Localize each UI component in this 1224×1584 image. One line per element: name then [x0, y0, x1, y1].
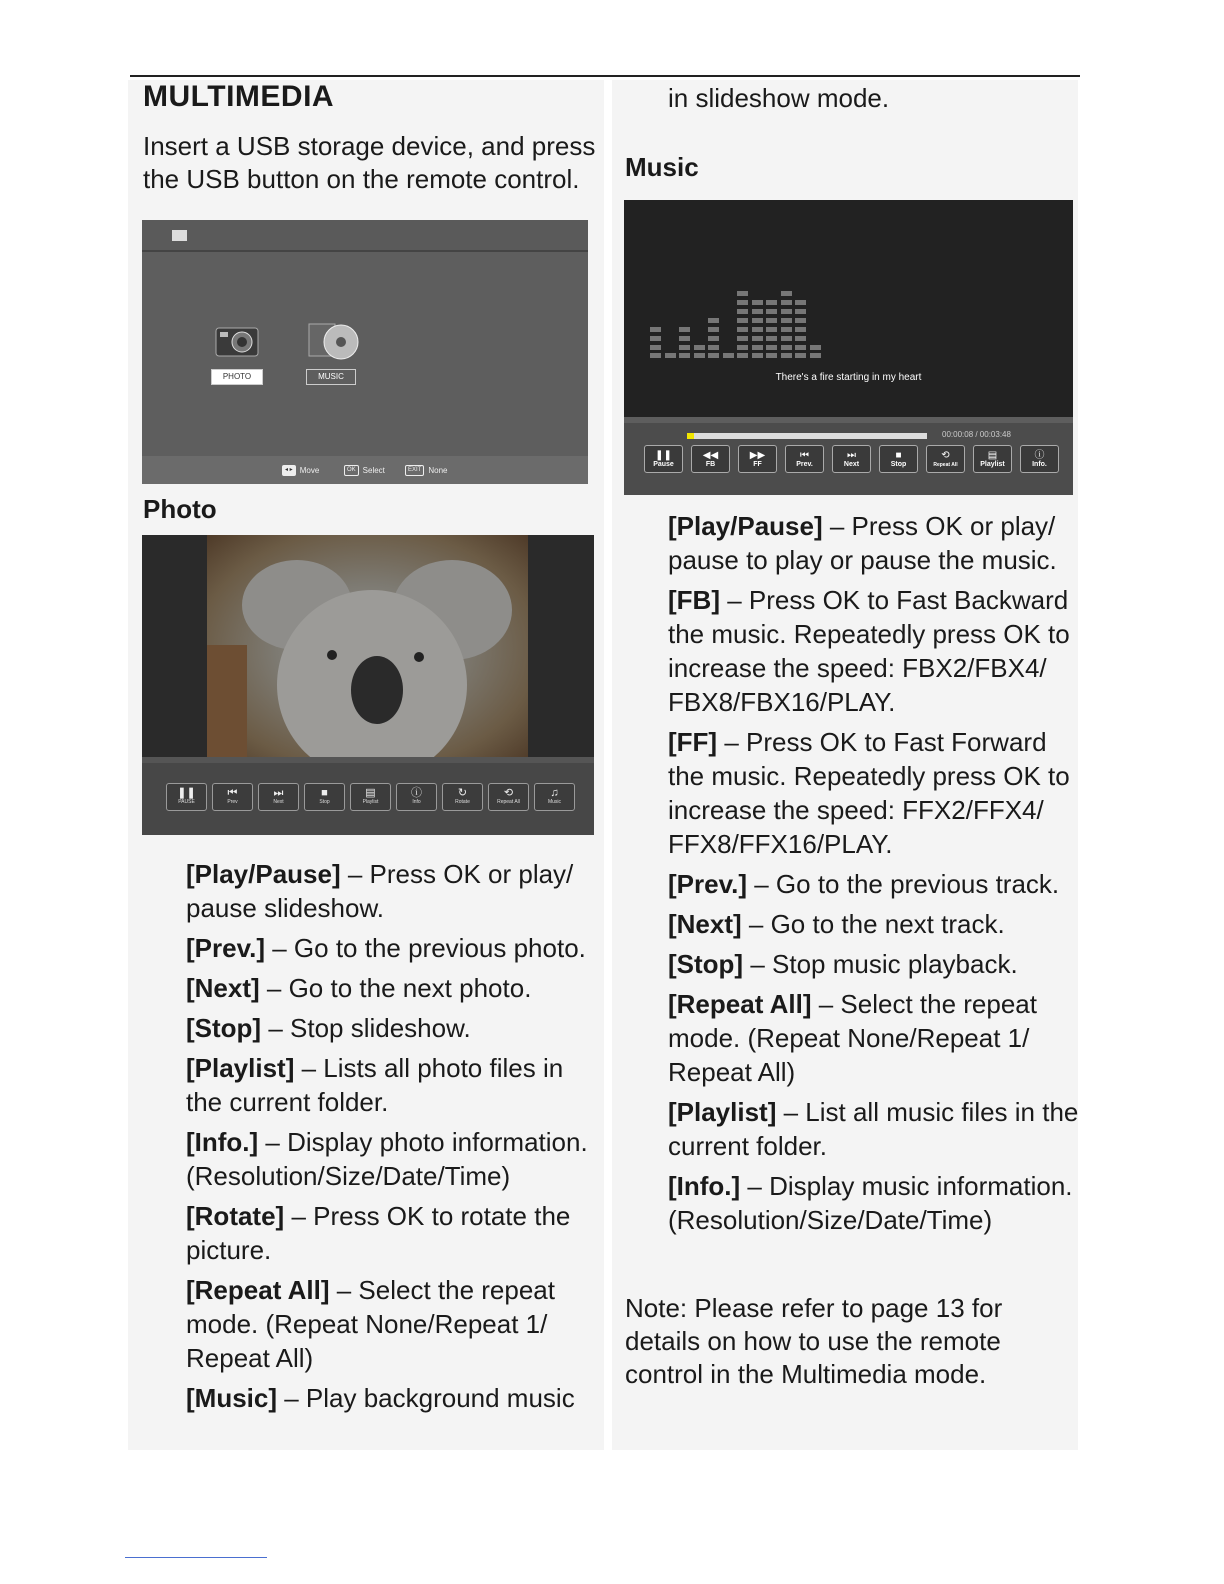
eq-segment	[737, 327, 748, 332]
description-term: [Play/Pause]	[668, 511, 823, 541]
description-term: [Info.]	[186, 1127, 259, 1157]
eq-segment	[810, 345, 821, 350]
eq-segment	[737, 309, 748, 314]
description-term: [Rotate]	[186, 1201, 285, 1231]
eq-segment	[650, 353, 661, 358]
description-text: – Go to the previous photo.	[265, 933, 586, 963]
camera-icon[interactable]	[212, 322, 262, 366]
photo-description-item	[186, 1199, 602, 1267]
footer-link-line	[125, 1557, 267, 1558]
progress-bar[interactable]	[687, 433, 927, 439]
eq-segment	[752, 336, 763, 341]
top-rule	[130, 75, 1080, 77]
photo-description-item	[186, 1273, 602, 1375]
eq-segment	[752, 345, 763, 350]
ok-key: OK	[344, 465, 359, 476]
photo-description-item	[186, 1381, 602, 1415]
music-description-item	[668, 907, 1080, 941]
eq-segment	[708, 353, 719, 358]
stop-icon: ■	[895, 449, 902, 461]
description-text: – Play background music	[277, 1383, 575, 1413]
eq-segment	[650, 345, 661, 350]
photo-stop-button[interactable]	[304, 783, 345, 811]
photo-description-item	[186, 857, 602, 925]
music-button-row	[644, 445, 1059, 473]
description-text: – Select the repeat mode. (Repeat None/Repeat 1/ Repeat All)	[668, 989, 1037, 1087]
hint-move-label: Move	[299, 466, 320, 475]
eq-segment	[752, 300, 763, 305]
photo-menu-label[interactable]: PHOTO	[211, 369, 263, 385]
music-description-item	[668, 725, 1080, 861]
music-stop-button[interactable]	[879, 445, 918, 473]
music-menu-label[interactable]: MUSIC	[306, 369, 356, 385]
eq-segment	[795, 336, 806, 341]
eq-segment	[708, 336, 719, 341]
eq-segment	[781, 353, 792, 358]
music-playlist-button[interactable]	[973, 445, 1012, 473]
description-term: [Next]	[668, 909, 742, 939]
music-repeat-all-button[interactable]	[926, 445, 965, 473]
description-text: – Press OK to Fast Backward the music. Repeatedly press OK to increase the speed: FBX2/FBX4/ FBX8/FBX16/PLAY.	[668, 585, 1070, 717]
repeat-all-icon: ⟲	[941, 449, 950, 461]
music-button-label: Prev.	[796, 460, 813, 468]
eq-segment	[665, 353, 676, 358]
music-prev-button[interactable]	[785, 445, 824, 473]
music-descriptions	[668, 509, 1080, 1243]
photo-button-label: Playlist	[362, 799, 379, 805]
photo-button-label: Music	[547, 799, 562, 805]
progress-fill	[687, 433, 694, 439]
next-icon: ⏭	[847, 449, 856, 461]
description-term: [Prev.]	[668, 869, 747, 899]
eq-segment	[694, 345, 705, 350]
description-text: – Press OK to Fast Forward the music. Repeatedly press OK to increase the speed: FFX2/FFX4/ FFX8/FFX16/PLAY.	[668, 727, 1070, 859]
eq-segment	[752, 318, 763, 323]
photo-button-label: Next	[273, 799, 284, 805]
music-description-item	[668, 947, 1080, 981]
ff-icon: ▶▶	[749, 449, 766, 461]
eq-segment	[708, 318, 719, 323]
music-ff-button[interactable]	[738, 445, 777, 473]
photo-info-button[interactable]	[396, 783, 437, 811]
description-text: – Go to the next photo.	[259, 973, 532, 1003]
eq-segment	[781, 291, 792, 296]
photo-description-item	[186, 1011, 602, 1045]
photo-description-item	[186, 1051, 602, 1119]
music-fb-button[interactable]	[691, 445, 730, 473]
photo-button-label: Rotate	[455, 799, 470, 805]
photo-playlist-button[interactable]	[350, 783, 391, 811]
eq-segment	[708, 345, 719, 350]
description-term: [Repeat All]	[668, 989, 812, 1019]
music-button-label: Stop	[890, 460, 907, 468]
eq-segment	[737, 345, 748, 350]
hint-exit	[405, 465, 447, 476]
eq-segment	[795, 300, 806, 305]
photo-button-row	[166, 783, 575, 811]
eq-segment	[766, 318, 777, 323]
music-description-item	[668, 987, 1080, 1089]
description-term: [Prev.]	[186, 933, 265, 963]
eq-segment	[766, 345, 777, 350]
intro-text: Insert a USB storage device, and press the USB button on the remote control.	[143, 131, 596, 194]
description-text: – Display photo information. (Resolution/Size/Date/Time)	[186, 1127, 588, 1191]
music-button-label: FF	[753, 460, 762, 468]
eq-segment	[795, 345, 806, 350]
description-text: – Press OK or play/ pause slideshow.	[186, 859, 574, 923]
eq-segment	[795, 353, 806, 358]
eq-segment	[679, 327, 690, 332]
music-description-item	[668, 509, 1080, 577]
usb-menu-screenshot	[142, 220, 588, 484]
music-icon: ♫	[550, 787, 559, 799]
photo-control-bar	[142, 757, 594, 835]
photo-player-screenshot	[142, 535, 594, 835]
eq-segment	[781, 300, 792, 305]
eq-segment	[766, 327, 777, 332]
hint-select-label: Select	[362, 466, 385, 475]
usb-header-bar	[142, 220, 588, 252]
music-button-label: Info.	[1032, 460, 1047, 468]
description-term: [FB]	[668, 585, 720, 615]
eq-segment	[781, 345, 792, 350]
description-text: – Go to the previous track.	[747, 869, 1060, 899]
eq-segment	[737, 300, 748, 305]
description-text: – Stop slideshow.	[261, 1013, 471, 1043]
eq-segment	[795, 309, 806, 314]
description-text: – Press OK to rotate the picture.	[186, 1201, 571, 1265]
eq-segment	[737, 336, 748, 341]
music-heading: Music	[625, 152, 699, 182]
music-button-label: Pause	[653, 460, 674, 468]
photo-button-label: Info	[412, 799, 421, 805]
photo-prev-button[interactable]	[212, 783, 253, 811]
photo-rotate-button[interactable]	[442, 783, 483, 811]
hint-move	[282, 465, 319, 476]
eq-segment	[679, 336, 690, 341]
photo-description-item	[186, 931, 602, 965]
eq-segment	[781, 318, 792, 323]
photo-button-label: Repeat All	[497, 799, 520, 805]
music-button-label: FB	[705, 460, 716, 468]
continuation-text: in slideshow mode.	[668, 83, 890, 113]
eq-segment	[752, 353, 763, 358]
usb-menu-body	[142, 252, 588, 456]
hint-select	[344, 465, 385, 476]
description-term: [Repeat All]	[186, 1275, 330, 1305]
description-term: [Stop]	[186, 1013, 262, 1043]
description-term: [Playlist]	[668, 1097, 777, 1127]
lyric-text: There's a fire starting in my heart	[775, 372, 922, 383]
hint-exit-label: None	[428, 466, 448, 475]
photo-pause-button[interactable]	[166, 783, 207, 811]
music-description-item	[668, 583, 1080, 719]
photo-next-button[interactable]	[258, 783, 299, 811]
music-disc-icon[interactable]	[307, 320, 357, 364]
eq-segment	[737, 353, 748, 358]
description-term: [Stop]	[668, 949, 744, 979]
photo-button-label: PAUSE	[178, 799, 195, 805]
eq-segment	[694, 353, 705, 358]
repeat-all-icon: ⟲	[503, 787, 514, 799]
music-control-bar	[624, 417, 1073, 495]
page-title: MULTIMEDIA	[143, 80, 335, 113]
eq-segment	[737, 291, 748, 296]
music-next-button[interactable]	[832, 445, 871, 473]
eq-segment	[795, 318, 806, 323]
photo-description-item	[186, 1125, 602, 1193]
description-term: [Next]	[186, 973, 260, 1003]
photo-description-item	[186, 971, 602, 1005]
eq-segment	[650, 327, 661, 332]
music-button-label: Repeat All	[933, 461, 958, 468]
photo-button-label: Prev	[227, 799, 238, 805]
photo-descriptions	[186, 857, 602, 1421]
eq-segment	[723, 353, 734, 358]
playlist-icon: ▤	[987, 449, 998, 461]
description-term: [Play/Pause]	[186, 859, 341, 889]
photo-repeat-all-button[interactable]	[488, 783, 529, 811]
koala-photo	[207, 535, 528, 763]
eq-segment	[737, 318, 748, 323]
usb-hint-bar	[142, 456, 588, 484]
prev-icon: ⏮	[227, 787, 238, 799]
music-button-label: Playlist	[980, 460, 1005, 468]
eq-segment	[766, 353, 777, 358]
music-player-screenshot	[624, 200, 1073, 495]
description-text: – Lists all photo files in the current folder.	[186, 1053, 564, 1117]
rotate-icon: ↻	[457, 787, 468, 799]
info-icon: ⓘ	[411, 787, 422, 799]
exit-key: EXIT	[405, 465, 424, 476]
music-description-item	[668, 1169, 1080, 1237]
eq-segment	[781, 336, 792, 341]
eq-segment	[795, 327, 806, 332]
description-term: [FF]	[668, 727, 718, 757]
folder-icon	[172, 230, 187, 241]
music-description-item	[668, 1095, 1080, 1163]
photo-music-button[interactable]	[534, 783, 575, 811]
eq-segment	[781, 309, 792, 314]
eq-segment	[810, 353, 821, 358]
move-key: ◂ ▸	[282, 465, 296, 476]
eq-segment	[650, 336, 661, 341]
description-term: [Playlist]	[186, 1053, 295, 1083]
time-display: 00:00:08 / 00:03:48	[942, 430, 1011, 439]
eq-segment	[766, 309, 777, 314]
pause-icon: ❚❚	[655, 449, 672, 461]
note-text: Note: Please refer to page 13 for details on how to use the remote control in the Multimedia mode.	[625, 1293, 1003, 1389]
next-icon: ⏭	[273, 787, 284, 799]
prev-icon: ⏮	[800, 449, 809, 461]
description-text: – Go to the next track.	[741, 909, 1005, 939]
eq-segment	[752, 327, 763, 332]
description-text: – Display music information. (Resolution/Size/Date/Time)	[668, 1171, 1073, 1235]
music-description-item	[668, 867, 1080, 901]
stop-icon: ■	[321, 787, 328, 799]
photo-button-label: Stop	[319, 799, 330, 805]
playlist-icon: ▤	[365, 787, 376, 799]
description-text: – Stop music playback.	[743, 949, 1018, 979]
eq-segment	[679, 353, 690, 358]
description-text: – Press OK or play/ pause to play or pause the music.	[668, 511, 1057, 575]
description-text: – List all music files in the current folder.	[668, 1097, 1079, 1161]
eq-segment	[781, 327, 792, 332]
eq-segment	[708, 327, 719, 332]
eq-segment	[752, 309, 763, 314]
eq-segment	[766, 300, 777, 305]
description-text: – Select the repeat mode. (Repeat None/Repeat 1/ Repeat All)	[186, 1275, 555, 1373]
fb-icon: ◀◀	[702, 449, 719, 461]
pause-icon: ❚❚	[177, 787, 196, 799]
description-term: [Info.]	[668, 1171, 741, 1201]
eq-segment	[679, 345, 690, 350]
info-icon: ⓘ	[1034, 449, 1045, 461]
music-pause-button[interactable]	[644, 445, 683, 473]
music-info-button[interactable]	[1020, 445, 1059, 473]
music-button-label: Next	[843, 460, 860, 468]
photo-heading: Photo	[143, 494, 217, 524]
eq-segment	[766, 336, 777, 341]
description-term: [Music]	[186, 1383, 277, 1413]
